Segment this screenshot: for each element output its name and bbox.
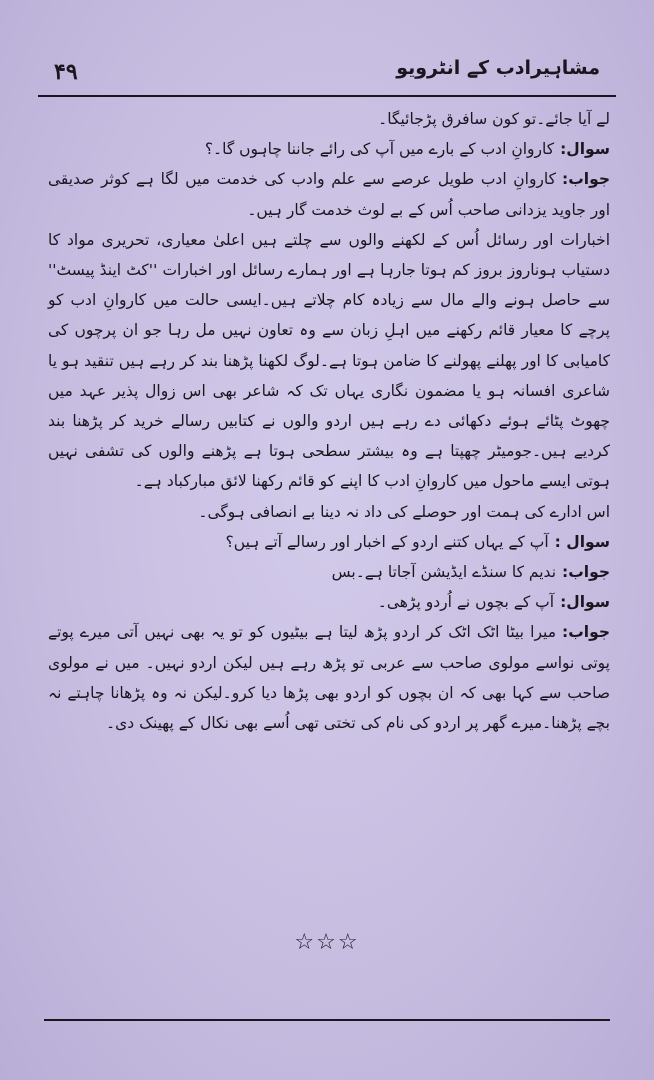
question-text: آپ کے یہاں کتنے اردو کے اخبار اور رسالے آتے ہیں؟ (225, 532, 549, 551)
paragraph-2: اس ادارے کی ہمت اور حوصلے کی داد نہ دینا بے انصافی ہوگی۔ (198, 502, 610, 521)
footer-rule (44, 1019, 610, 1021)
question-3 (48, 587, 610, 617)
answer-2 (48, 557, 610, 587)
question-text: کاروانِ ادب کے بارے میں آپ کی رائے جاننا چاہوں گا۔؟ (204, 140, 555, 159)
page-number: ۴۹ (54, 59, 78, 85)
question-text: آپ کے بچوں نے اُردو پڑھی۔ (377, 593, 555, 612)
answer-3 (48, 617, 610, 738)
header-rule (38, 95, 616, 97)
section-end-stars: ☆☆☆ (294, 930, 360, 955)
question-label: سوال: (560, 140, 610, 159)
answer-label: جواب: (562, 170, 610, 189)
interview-text (48, 104, 610, 738)
paragraph-1: اخبارات اور رسائل اُس کے لکھنے والوں سے چلتے ہیں اعلیٰ معیاری، تحریری مواد کا دستیاب ہوناروز بروز کم ہوتا جارہا ہے اور ہمارے رسائل اور اخبارات ''کٹ اینڈ پیسٹ'' سے حاصل ہونے والے مال سے زیادہ کام چلاتے ہیں۔ایسی حالت میں کاروانِ ادب کو پرچے کا معیار قائم رکھنے میں اہلِ زبان سے وہ تعاون نہیں مل رہا جو ان پرچوں کی کامیابی کا اور پھلنے پھولنے کا ضامن ہوتا ہے۔لوگ لکھنا پڑھنا بند کر رہے ہیں تنقید ہو یا شاعری افسانہ ہو یا مضمون نگاری یہاں تک کہ شاعر بھی اس زوال پذیر عہد میں چھوٹ پٹائے ہوئے دکھائی دے رہے ہیں اردو والوں نے کتابیں رسالے خرید کر پڑھنا بند کردیے ہیں۔جومیٹر چھپتا ہے وہ بیشتر سطحی ہوتا ہے پڑھنے والوں کی تشفی نہیں ہوتی ایسے ماحول میں کاروانِ ادب کا اپنے کو قائم رکھنا لائق مبارکباد ہے۔ (48, 230, 610, 491)
answer-label: جواب: (562, 623, 610, 642)
page-header (40, 55, 614, 91)
question-label: سوال: (560, 593, 610, 612)
question-2 (48, 527, 610, 557)
question-label: سوال : (554, 532, 610, 551)
answer-text: ندیم کا سنڈے ایڈیشن آجاتا ہے۔بس (331, 563, 557, 582)
running-title: مشاہیرادب کے انٹرویو (396, 57, 600, 79)
answer-label: جواب: (562, 563, 610, 582)
continuation-line: لے آیا جائے۔تو کون سافرق پڑجائیگا۔ (378, 110, 610, 128)
answer-text: کاروانِ ادب طویل عرصے سے علم وادب کی خدمت میں لگا ہے کوثر صدیقی اور جاوید یزدانی صاحب اُس کے بے لوث خدمت گار ہیں۔ (48, 170, 610, 219)
answer-1 (48, 164, 610, 224)
answer-text: میرا بیٹا اٹک اٹک کر اردو پڑھ لیتا ہے بیٹیوں کو تو یہ بھی نہیں آتی میرے پوتے پوتی نواسے مولوی صاحب سے عربی تو پڑھ رہے ہیں لیکن اردو نہیں۔ میں نے مولوی صاحب سے کہا بھی کہ ان بچوں کو اردو بھی پڑھا دیا کرو۔لیکن نہ وہ پڑھانا چاہتے نہ بچے پڑھنا۔میرے گھر پر اردو کی نام کی تختی تھی اُسے بھی نکال کے پھینک دی۔ (48, 623, 610, 733)
question-1 (48, 134, 610, 164)
